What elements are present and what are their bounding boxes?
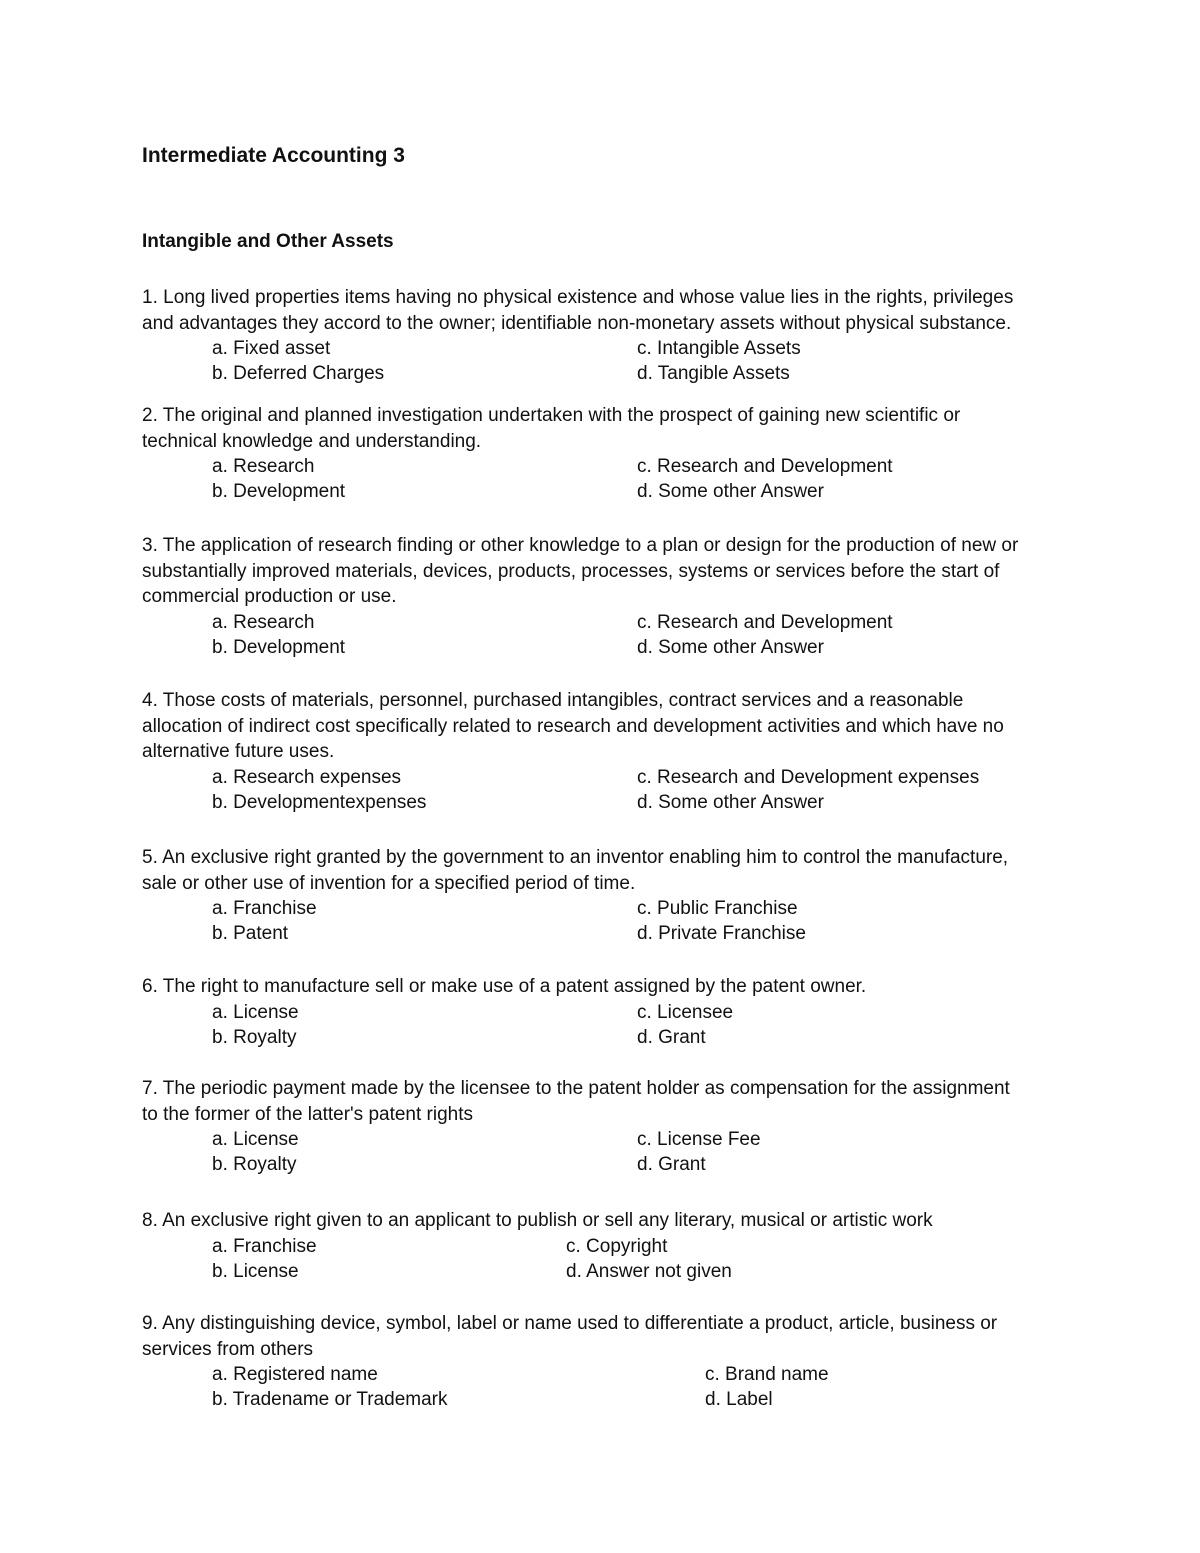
option-c: c. Intangible Assets [637, 338, 801, 359]
question-stem-line: to the former of the latter's patent rights [142, 1103, 474, 1125]
option-a: a. License [212, 1001, 299, 1023]
question-stem-line: services from others [142, 1338, 314, 1360]
option-d: d. Answer not given [566, 1260, 732, 1282]
question-stem-line: 7. The periodic payment made by the licensee to the patent holder as compensation for the assignment [142, 1078, 1010, 1099]
answer-options [142, 1127, 1102, 1179]
answer-options [142, 610, 1102, 662]
option-b: b. Development [212, 481, 346, 502]
question-stem-line: 6. The right to manufacture sell or make use of a patent assigned by the patent owner. [142, 976, 867, 997]
option-a: a. License [212, 1129, 299, 1150]
section-title: Intangible and Other Assets [142, 231, 394, 252]
question-4 [142, 688, 1102, 817]
answer-options [142, 765, 1102, 817]
question-stem-line: and advantages they accord to the owner; identifiable non-monetary assets without physical substance. [142, 312, 1012, 334]
option-a: a. Franchise [212, 898, 317, 919]
option-b: b. Developmentexpenses [212, 791, 427, 813]
answer-options [142, 336, 1102, 388]
option-d: d. Grant [637, 1154, 706, 1175]
question-stem-line: 1. Long lived properties items having no physical existence and whose value lies in the rights, privileges [142, 287, 1014, 308]
option-c: c. Licensee [637, 1001, 734, 1023]
option-a: a. Franchise [212, 1235, 317, 1257]
option-d: d. Some other Answer [637, 481, 824, 502]
question-3 [142, 533, 1102, 662]
answer-options [142, 896, 1102, 948]
question-stem-line: allocation of indirect cost specifically related to research and development activities and which have no [142, 715, 1004, 737]
option-c: c. Brand name [705, 1364, 829, 1385]
option-a: a. Research [212, 456, 315, 477]
option-d: d. Tangible Assets [637, 363, 790, 384]
question-stem-line: 9. Any distinguishing device, symbol, label or name used to differentiate a product, article, business or [142, 1313, 998, 1334]
option-a: a. Fixed asset [212, 338, 331, 359]
option-d: d. Label [705, 1389, 773, 1410]
option-c: c. License Fee [637, 1129, 761, 1150]
option-d: d. Grant [637, 1026, 706, 1048]
answer-options [142, 1234, 1102, 1286]
question-2 [142, 403, 1102, 506]
option-b: b. Development [212, 636, 346, 658]
document-title: Intermediate Accounting 3 [142, 144, 405, 167]
option-d: d. Private Franchise [637, 923, 806, 944]
option-b: b. Royalty [212, 1026, 297, 1048]
answer-options [142, 454, 1102, 506]
answer-options [142, 1362, 1102, 1414]
question-5 [142, 845, 1102, 948]
question-stem-line: sale or other use of invention for a specified period of time. [142, 872, 636, 894]
question-6 [142, 974, 1102, 1052]
question-stem-line: 2. The original and planned investigation undertaken with the prospect of gaining new scientific or [142, 405, 961, 426]
option-a: a. Research [212, 611, 315, 633]
option-c: c. Research and Development [637, 611, 893, 633]
question-1 [142, 285, 1102, 388]
answer-options [142, 1000, 1102, 1052]
option-d: d. Some other Answer [637, 636, 824, 658]
question-stem-line: commercial production or use. [142, 586, 397, 607]
question-7 [142, 1076, 1102, 1179]
option-b: b. Royalty [212, 1154, 297, 1175]
option-b: b. Patent [212, 923, 289, 944]
question-stem-line: substantially improved materials, devices, products, processes, systems or services before the start of [142, 560, 1000, 582]
question-9 [142, 1311, 1102, 1414]
option-b: b. Deferred Charges [212, 363, 385, 384]
question-8 [142, 1208, 1102, 1286]
option-a: a. Research expenses [212, 766, 402, 788]
question-stem-line: 4. Those costs of materials, personnel, purchased intangibles, contract services and a reasonable [142, 690, 964, 711]
question-stem-line: 5. An exclusive right granted by the government to an inventor enabling him to control the manufacture, [142, 847, 1009, 868]
option-a: a. Registered name [212, 1364, 378, 1385]
question-stem-line: 8. An exclusive right given to an applicant to publish or sell any literary, musical or artistic work [142, 1210, 933, 1231]
option-c: c. Research and Development expenses [637, 766, 980, 788]
option-d: d. Some other Answer [637, 791, 824, 813]
option-c: c. Copyright [566, 1235, 668, 1257]
option-b: b. License [212, 1260, 299, 1282]
option-c: c. Research and Development [637, 456, 893, 477]
option-b: b. Tradename or Trademark [212, 1389, 448, 1410]
question-stem-line: 3. The application of research finding or other knowledge to a plan or design for the production of new or [142, 535, 1019, 556]
question-stem-line: alternative future uses. [142, 741, 335, 762]
question-stem-line: technical knowledge and understanding. [142, 430, 482, 452]
option-c: c. Public Franchise [637, 898, 798, 919]
